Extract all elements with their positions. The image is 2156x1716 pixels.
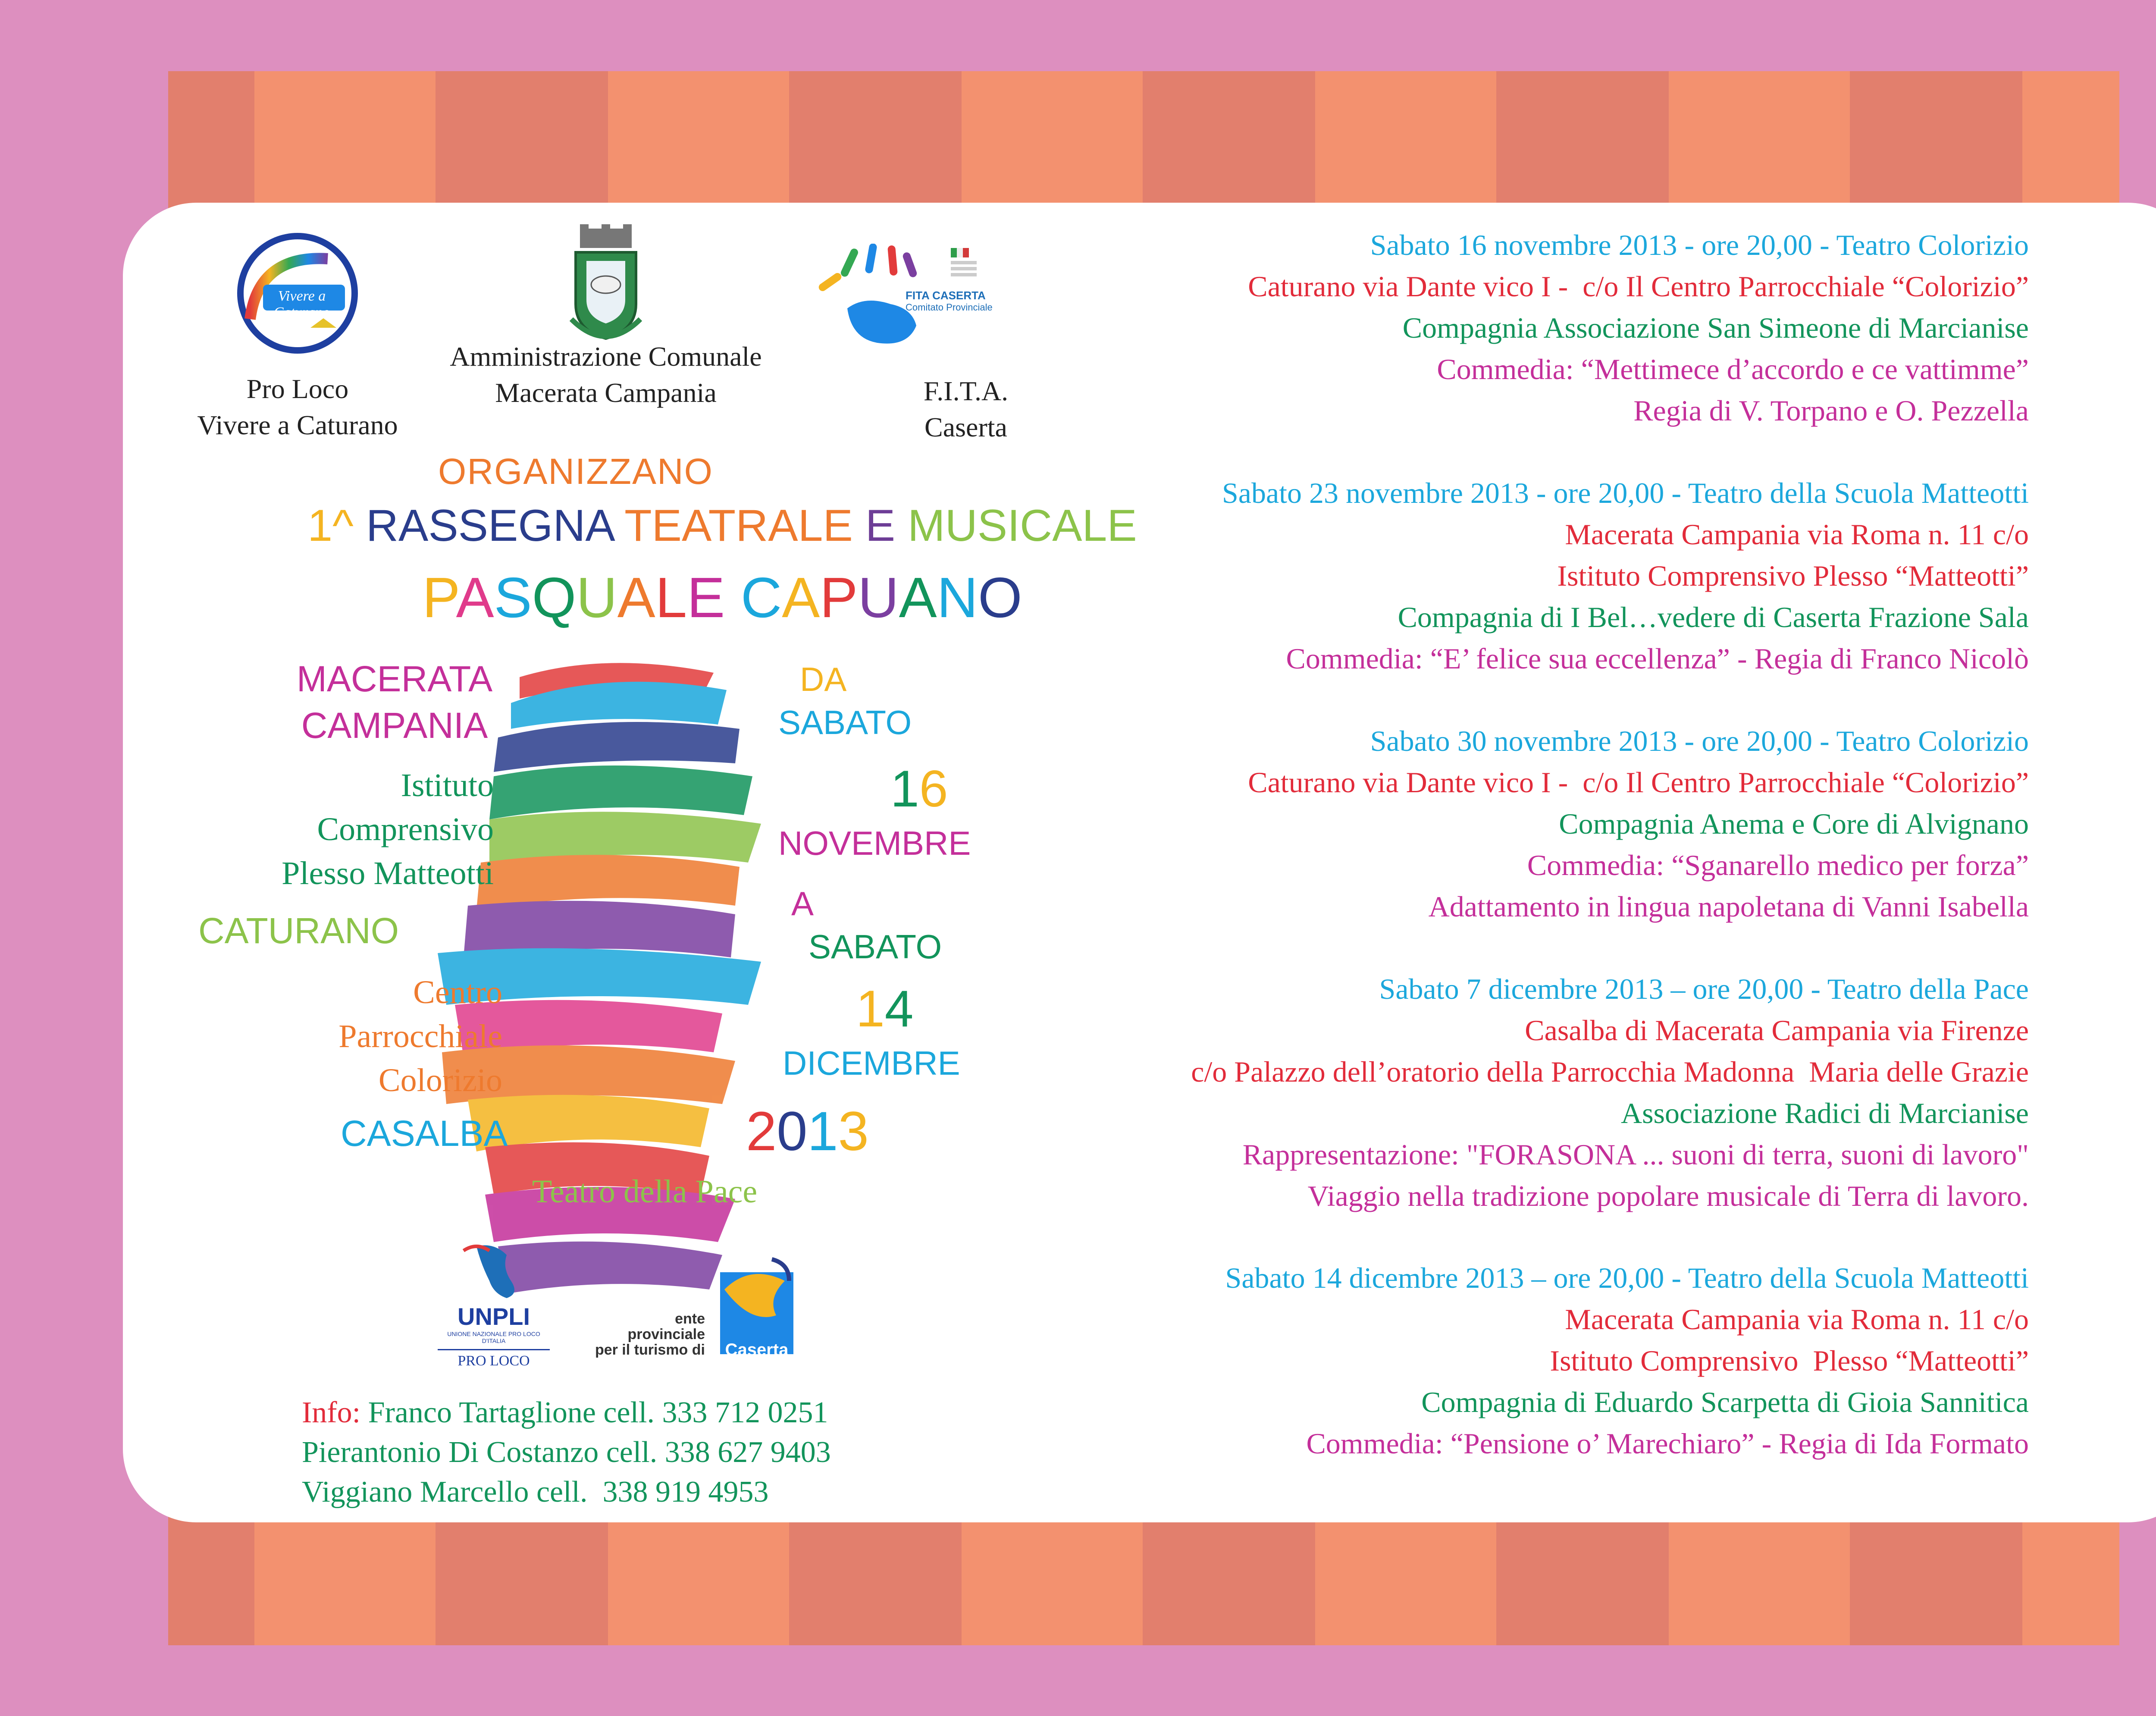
coat-of-arms-icon xyxy=(563,220,649,349)
event-1-extra: Regia di V. Torpano e O. Pezzella xyxy=(1633,394,2029,427)
date-month-2: DICEMBRE xyxy=(783,1044,960,1082)
venue-teatro-pace: Teatro della Pace xyxy=(532,1173,758,1210)
date-day-2: 14 xyxy=(856,980,914,1038)
venue-centro-line-1: Centro xyxy=(413,974,502,1010)
event-1 xyxy=(1248,224,2029,431)
date-sabato-2: SABATO xyxy=(808,928,942,966)
proloco-caption-line-1: Pro Loco xyxy=(246,373,349,404)
date-day-1-text: 16 xyxy=(890,760,948,818)
comune-caption xyxy=(425,339,787,411)
ept-line-3: per il turismo di xyxy=(595,1342,705,1358)
date-sabato-1: SABATO xyxy=(778,703,912,741)
unpli-sub: UNIONE NAZIONALE PRO LOCO D'ITALIA xyxy=(447,1330,540,1344)
fita-emblem-sub: Comitato Provinciale xyxy=(906,302,993,313)
italy-map-icon xyxy=(438,1238,550,1302)
ept-line-1: ente xyxy=(675,1311,705,1327)
fita-emblem-text: FITA CASERTA xyxy=(906,289,986,302)
event-4-show: Rappresentazione: "FORASONA ... suoni di terra, suoni di lavoro" xyxy=(1242,1138,2029,1171)
info-label: Info: xyxy=(302,1396,361,1429)
event-4-company: Associazione Radici di Marcianise xyxy=(1620,1097,2029,1129)
fita-caption-line-1: F.I.T.A. xyxy=(923,376,1009,406)
venue-macerata-line-1: MACERATA xyxy=(296,659,493,699)
event-5-company: Compagnia di Eduardo Scarpetta di Gioia Sannitica xyxy=(1421,1386,2029,1418)
comune-coat-of-arms xyxy=(563,220,649,349)
venue-centro-line-3: Colorizio xyxy=(378,1062,502,1098)
event-5-place-2: Istituto Comprensivo Plesso “Matteotti” xyxy=(1550,1344,2029,1377)
event-4-place-1: Casalba di Macerata Campania via Firenze xyxy=(1525,1014,2029,1047)
fita-caption-line-2: Caserta xyxy=(924,412,1007,442)
event-3-heading: Sabato 30 novembre 2013 - ore 20,00 - Teatro Colorizio xyxy=(1370,725,2029,757)
event-2 xyxy=(1222,472,2029,679)
organizzano-text: ORGANIZZANO xyxy=(438,451,713,492)
info-line-3: Viggiano Marcello cell. 338 919 4953 xyxy=(302,1475,769,1509)
ept-caserta-logo xyxy=(576,1255,826,1367)
event-1-place-1: Caturano via Dante vico I - c/o Il Centro Parrocchiale “Colorizio” xyxy=(1248,270,2029,303)
event-5 xyxy=(1225,1257,2029,1464)
venue-macerata-line-2: CAMPANIA xyxy=(301,705,488,746)
venue-centro-line-2: Parrocchiale xyxy=(338,1018,502,1054)
event-3-company: Compagnia Anema e Core di Alvignano xyxy=(1559,807,2029,840)
rassegna-word-3: TEATRALE xyxy=(624,501,853,551)
event-3-show: Commedia: “Sganarello medico per forza” xyxy=(1527,849,2029,882)
rassegna-word-4: E xyxy=(865,501,896,551)
event-5-heading: Sabato 14 dicembre 2013 – ore 20,00 - Teatro della Scuola Matteotti xyxy=(1225,1261,2029,1294)
venue-istituto xyxy=(175,763,511,895)
organizzano-heading xyxy=(338,451,813,493)
unpli-logo xyxy=(438,1238,550,1376)
event-2-show: Commedia: “E’ felice sua eccellenza” - Regia di Franco Nicolò xyxy=(1286,642,2029,675)
flyer-card xyxy=(123,203,2156,1522)
fita-logo xyxy=(808,244,993,351)
venue-istituto-line-2: Comprensivo xyxy=(317,811,494,847)
ept-line-2: provinciale xyxy=(627,1326,705,1343)
proloco-emblem-text: Vivere a Caturano xyxy=(273,288,330,320)
event-1-show: Commedia: “Mettimece d’accordo e ce vattimme” xyxy=(1437,353,2029,386)
venue-istituto-line-1: Istituto xyxy=(401,767,494,803)
comune-caption-line-1: Amministrazione Comunale xyxy=(450,341,762,372)
event-4-place-2: c/o Palazzo dell’oratorio della Parrocchia Madonna Maria delle Grazie xyxy=(1191,1055,2029,1088)
info-line-1: Franco Tartaglione cell. 333 712 0251 xyxy=(368,1396,828,1429)
venue-istituto-line-3: Plesso Matteotti xyxy=(282,855,494,891)
rassegna-word-2: RASSEGNA xyxy=(366,501,613,551)
proloco-caption xyxy=(172,371,423,443)
event-4-extra: Viaggio nella tradizione popolare musicale di Terra di lavoro. xyxy=(1307,1180,2029,1212)
info-line-2: Pierantonio Di Costanzo cell. 338 627 9403 xyxy=(302,1436,831,1469)
rassegna-word-1: 1^ xyxy=(307,501,354,551)
event-5-place-1: Macerata Campania via Roma n. 11 c/o xyxy=(1565,1303,2029,1336)
event-3-extra: Adattamento in lingua napoletana di Vanni Isabella xyxy=(1428,890,2029,923)
event-1-heading: Sabato 16 novembre 2013 - ore 20,00 - Teatro Colorizio xyxy=(1370,229,2029,261)
info-block xyxy=(302,1393,831,1512)
venue-centro xyxy=(201,970,537,1102)
ept-city: Caserta xyxy=(725,1340,789,1359)
venue-caturano: CATURANO xyxy=(198,910,399,951)
date-a: A xyxy=(791,885,814,922)
fita-caption xyxy=(895,373,1037,445)
date-month-1: NOVEMBRE xyxy=(778,824,971,862)
event-3 xyxy=(1248,720,2029,927)
ept-text xyxy=(595,1311,705,1358)
event-2-company: Compagnia di I Bel…vedere di Caserta Frazione Sala xyxy=(1398,601,2029,634)
event-name-title: PASQUALE CAPUANO xyxy=(422,566,1022,629)
event-3-place-1: Caturano via Dante vico I - c/o Il Centro Parrocchiale “Colorizio” xyxy=(1248,766,2029,799)
event-2-place-1: Macerata Campania via Roma n. 11 c/o xyxy=(1565,518,2029,551)
unpli-proloco: PRO LOCO xyxy=(438,1349,550,1369)
proloco-logo xyxy=(233,229,362,358)
date-year: 2013 xyxy=(746,1101,869,1162)
venue-casalba: CASALBA xyxy=(341,1113,508,1154)
comune-caption-line-2: Macerata Campania xyxy=(495,377,717,408)
unpli-title: UNPLI xyxy=(458,1303,530,1330)
event-2-place-2: Istituto Comprensivo Plesso “Matteotti” xyxy=(1557,559,2029,592)
event-4-heading: Sabato 7 dicembre 2013 – ore 20,00 - Teatro della Pace xyxy=(1379,973,2029,1005)
rassegna-title xyxy=(149,500,1296,552)
rassegna-word-5: MUSICALE xyxy=(908,501,1137,551)
event-5-show: Commedia: “Pensione o’ Marechiaro” - Regia di Ida Formato xyxy=(1306,1427,2029,1460)
date-da: DA xyxy=(800,660,847,698)
event-2-heading: Sabato 23 novembre 2013 - ore 20,00 - Teatro della Scuola Matteotti xyxy=(1222,477,2029,509)
event-1-company: Compagnia Associazione San Simeone di Marcianise xyxy=(1402,311,2029,344)
venue-macerata xyxy=(226,656,563,749)
date-day-1 xyxy=(890,759,948,819)
proloco-caption-line-2: Vivere a Caturano xyxy=(197,410,398,440)
event-4 xyxy=(1191,968,2029,1217)
